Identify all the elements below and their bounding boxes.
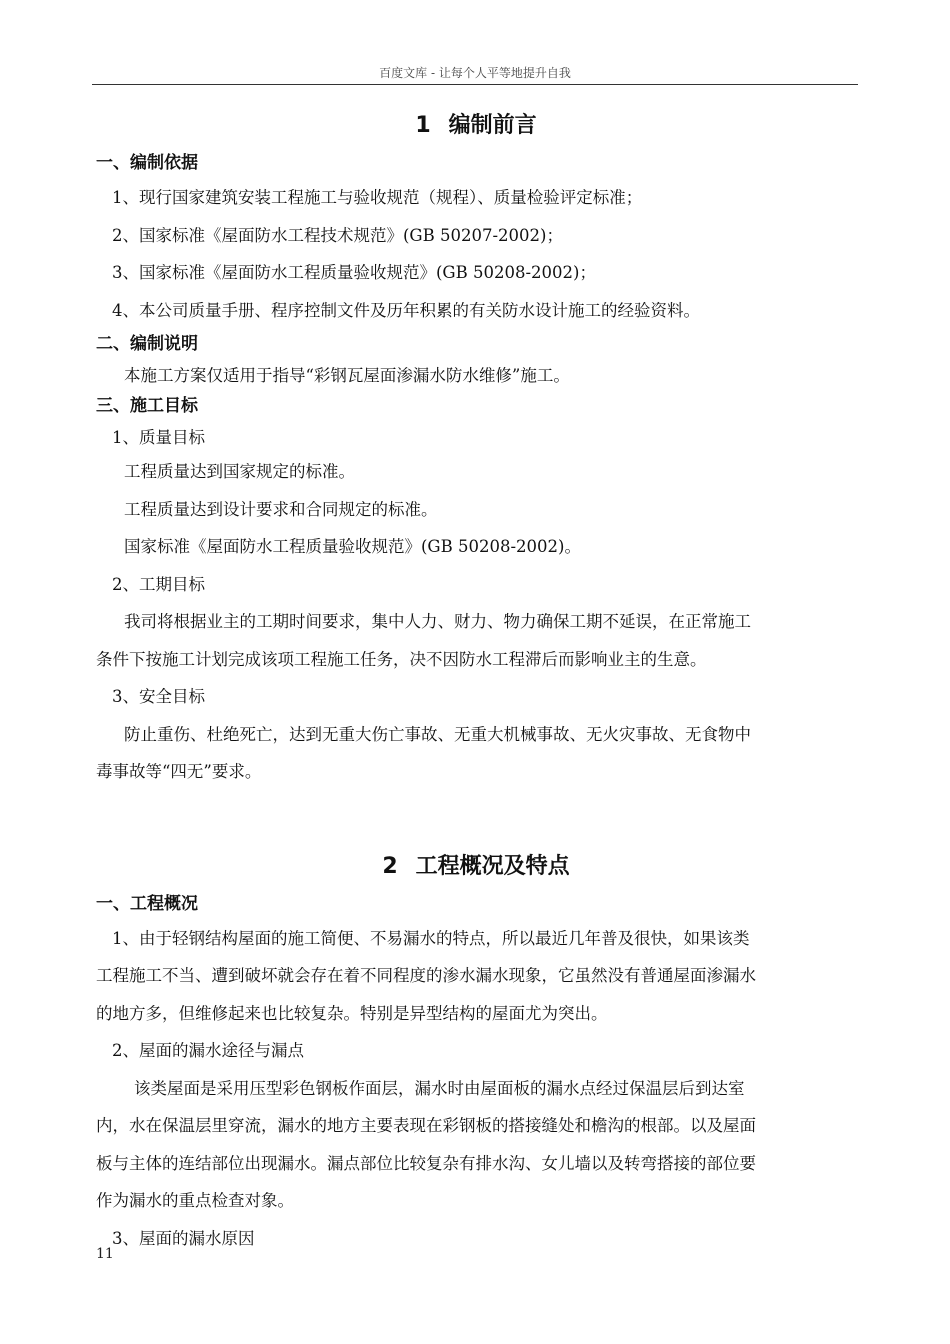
basis-item-2: 2、国家标准《屋面防水工程技术规范》(GB 50207-2002)；: [112, 225, 563, 245]
section-heading-explanation: 二、编制说明: [96, 334, 198, 354]
chapter-spacer: [96, 791, 856, 845]
quality-goal-line: 工程质量达到设计要求和合同规定的标准。: [124, 499, 438, 519]
overview-item-1-line-2: 工程施工不当、遭到破坏就会存在着不同程度的渗水漏水现象，它虽然没有普通屋面渗漏水: [96, 966, 756, 985]
chapter-1-title-text: 编制前言: [448, 113, 537, 138]
basis-item-4: 4、本公司质量手册、程序控制文件及历年积累的有关防水设计施工的经验资料。: [112, 300, 700, 320]
basis-item-3: 3、国家标准《屋面防水工程质量验收规范》(GB 50208-2002)；: [112, 263, 596, 282]
leak-path-line-2: 内，水在保温层里穿流，漏水的地方主要表现在彩钢板的搭接缝处和檐沟的根部。以及屋面: [96, 1116, 756, 1135]
chapter-2-title: [96, 845, 856, 889]
quality-goal-line: 工程质量达到国家规定的标准。: [124, 462, 355, 481]
safety-goal-label: 3、安全目标: [112, 687, 205, 706]
leak-path-label: 2、屋面的漏水途径与漏点: [112, 1041, 304, 1060]
chapter-2-number: 2: [382, 853, 398, 879]
page-header: 百度文库 - 让每个人平等地提升自我: [92, 62, 858, 85]
overview-item-1-line-1: 1、由于轻钢结构屋面的施工简便、不易漏水的特点，所以最近几年普及很快，如果该类: [112, 928, 750, 948]
leak-cause-label: 3、屋面的漏水原因: [112, 1228, 255, 1248]
explanation-text: 本施工方案仅适用于指导“彩钢瓦屋面渗漏水防水维修”施工。: [124, 366, 570, 385]
leak-path-line-1: 该类屋面是采用压型彩色钢板作面层，漏水时由屋面板的漏水点经过保温层后到达室: [134, 1078, 745, 1098]
schedule-goal-line-1: 我司将根据业主的工期时间要求，集中人力、财力、物力确保工期不延误，在正常施工: [124, 612, 751, 631]
page-number: 11: [96, 1246, 114, 1262]
quality-goal-line: 国家标准《屋面防水工程质量验收规范》(GB 50208-2002)。: [124, 537, 581, 556]
safety-goal-line-1: 防止重伤、杜绝死亡，达到无重大伤亡事故、无重大机械事故、无火灾事故、无食物中: [124, 724, 751, 744]
leak-path-line-4: 作为漏水的重点检查对象。: [96, 1191, 294, 1210]
document-body: [96, 104, 856, 1257]
overview-item-1-line-3: 的地方多，但维修起来也比较复杂。特别是异型结构的屋面尤为突出。: [96, 1003, 608, 1023]
section-heading-overview: 一、工程概况: [96, 893, 198, 914]
safety-goal-line-2: 毒事故等“四无”要求。: [96, 762, 262, 781]
quality-goal-label: 1、质量目标: [112, 428, 205, 447]
schedule-goal-label: 2、工期目标: [112, 574, 205, 594]
leak-path-line-3: 板与主体的连结部位出现漏水。漏点部位比较复杂有排水沟、女儿墙以及转弯搭接的部位要: [96, 1153, 756, 1173]
schedule-goal-line-2: 条件下按施工计划完成该项工程施工任务，决不因防水工程滞后而影响业主的生意。: [96, 649, 707, 669]
chapter-2-title-text: 工程概况及特点: [415, 853, 570, 879]
basis-item-1: 1、现行国家建筑安装工程施工与验收规范（规程）、质量检验评定标准；: [112, 188, 643, 207]
section-heading-basis: 一、编制依据: [96, 153, 198, 173]
chapter-1-number: 1: [415, 113, 431, 138]
chapter-1-title: [96, 104, 856, 148]
section-heading-goals: 三、施工目标: [96, 396, 198, 416]
